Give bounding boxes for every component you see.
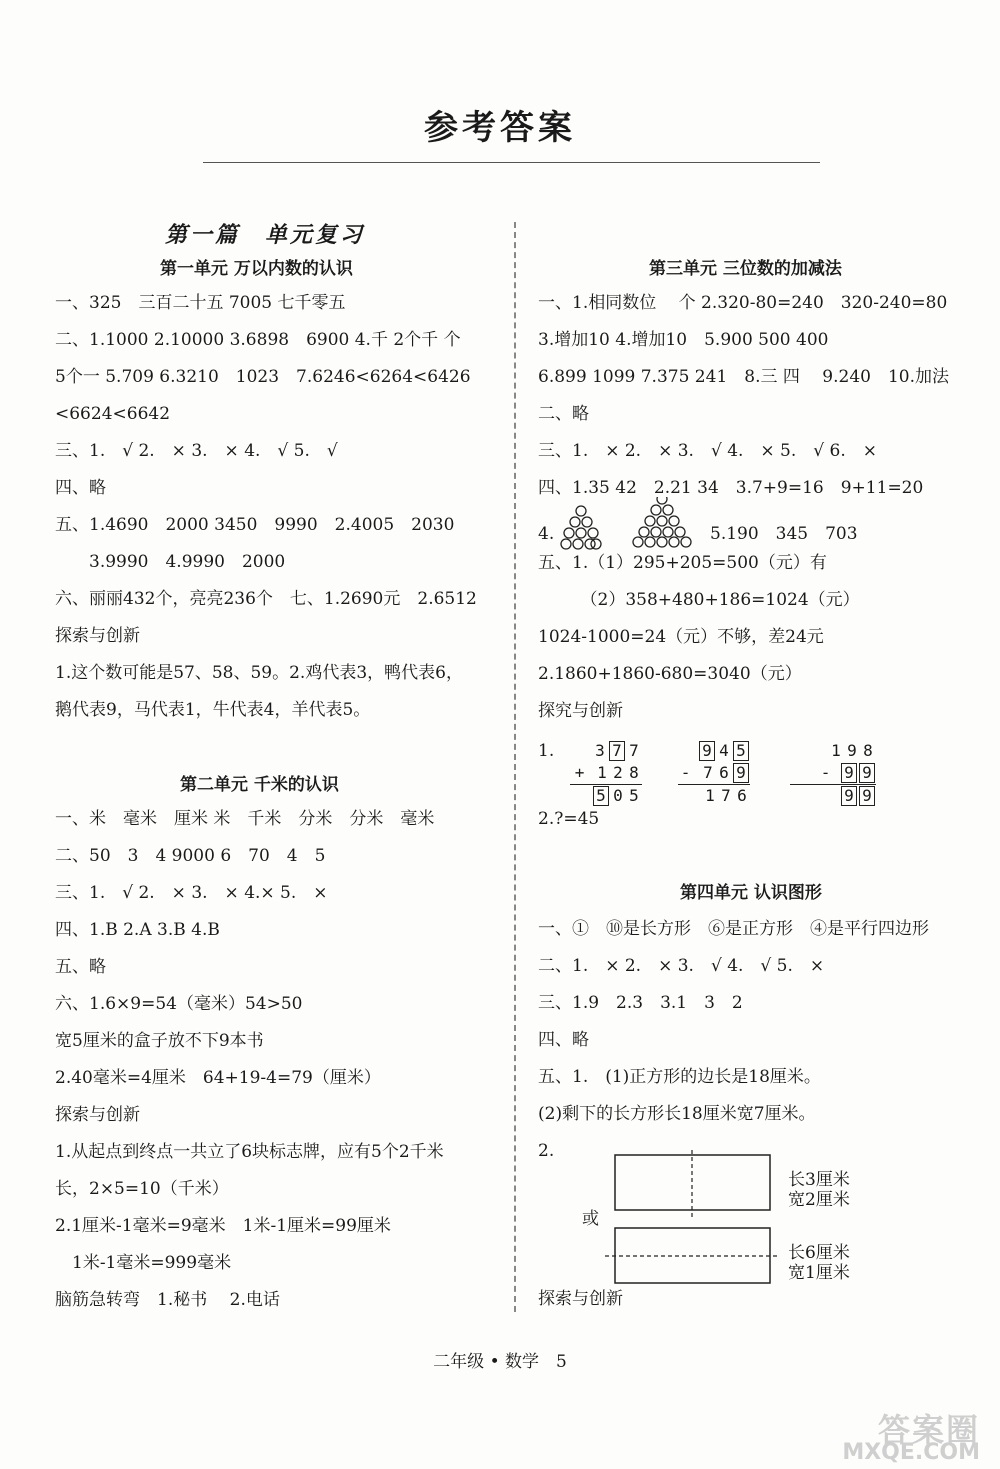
calc-digit: 7 <box>629 741 639 760</box>
answer-line: 1米-1毫米=999毫米 <box>55 1253 232 1273</box>
calc-row <box>790 740 876 762</box>
answer-line: 五、略 <box>55 957 106 977</box>
unit3-heading: 第三单元 三位数的加减法 <box>649 259 842 279</box>
calc-digit: 9 <box>859 763 875 783</box>
answer-line: 2.1860+1860-680=3040（元） <box>538 664 802 684</box>
vertical-subtraction-2 <box>678 740 750 807</box>
calc-row <box>570 784 642 807</box>
answer-line: 2.1厘米-1毫米=9毫米 1米-1厘米=99厘米 <box>55 1216 391 1236</box>
watermark-url: MXQE.COM <box>842 1440 980 1465</box>
answer-line: 2. <box>538 1141 555 1161</box>
calc-row <box>678 762 750 784</box>
page-title: 参考答案 <box>424 108 576 148</box>
calc-digit: 7 <box>721 786 731 805</box>
answer-line: 三、1. × 2. × 3. √ 4. × 5. √ 6. × <box>538 441 877 461</box>
answer-line: 三、1.9 2.3 3.1 3 2 <box>538 993 743 1013</box>
answer-line: 长，2×5=10（千米） <box>55 1179 229 1199</box>
calc-row <box>678 740 750 762</box>
answer-line: 六、1.6×9=54（毫米）54>50 <box>55 994 303 1014</box>
answer-line: 6.899 1099 7.375 241 8.三 四 9.240 10.加法 <box>538 367 949 387</box>
calc-operator: + <box>574 763 594 782</box>
answer-line: 二、1. × 2. × 3. √ 4. √ 5. × <box>538 956 825 976</box>
calc-digit: 6 <box>719 763 729 782</box>
calc-digit: 2 <box>613 763 623 782</box>
calc-label: 1. <box>538 741 555 761</box>
answer-line: 二、50 3 4 9000 6 70 4 5 <box>55 846 326 866</box>
answer-line: 3.增加10 4.增加10 5.900 500 400 <box>538 330 829 350</box>
calc-digit: 8 <box>863 741 873 760</box>
calc-digit: 7 <box>609 741 625 761</box>
unit3-q2: 2.?=45 <box>538 809 600 829</box>
calc-operator: - <box>680 763 700 782</box>
answer-line: 四、1.35 42 2.21 34 3.7+9=16 9+11=20 <box>538 478 924 498</box>
calc-digit: 3 <box>595 741 605 760</box>
calc-digit: 5 <box>629 786 639 805</box>
calc-digit: 6 <box>737 786 747 805</box>
calc-digit: 7 <box>703 763 713 782</box>
page-footer: 二年级 • 数学 5 <box>433 1352 567 1372</box>
answer-line: 二、1.1000 2.10000 3.6898 6900 4.千 2个千 个 <box>55 330 461 350</box>
answer-line: 2.40毫米=4厘米 64+19-4=79（厘米） <box>55 1068 381 1088</box>
calc-digit: 9 <box>859 786 875 806</box>
calc-operator: - <box>820 763 840 782</box>
calc-digit: 1 <box>831 741 841 760</box>
unit2-heading: 第二单元 千米的认识 <box>180 775 339 795</box>
answer-line: 鹅代表9，马代表1，牛代表4，羊代表5。 <box>55 700 371 720</box>
answer-line: 三、1. √ 2. × 3. × 4.× 5. × <box>55 883 328 903</box>
q4-rest: 5.190 345 703 <box>710 524 858 544</box>
vertical-subtraction-3 <box>790 740 876 807</box>
answer-line: 五、1.（1）295+205=500（元）有 <box>538 553 827 573</box>
answer-line: 一、米 毫米 厘米 米 千米 分米 分米 毫米 <box>55 809 435 829</box>
calc-digit: 4 <box>719 741 729 760</box>
unit4-explore: 探索与创新 <box>538 1289 623 1309</box>
rect2-width: 宽1厘米 <box>788 1263 850 1283</box>
answer-line: <6624<6642 <box>55 404 171 424</box>
calc-digit: 5 <box>593 786 609 806</box>
answer-line: 5个一 5.709 6.3210 1023 7.6246<6264<6426 <box>55 367 471 387</box>
calc-row <box>570 740 642 762</box>
calc-digit: 9 <box>841 786 857 806</box>
calc-row <box>790 762 876 784</box>
rect1-length: 长3厘米 <box>788 1170 850 1190</box>
vertical-addition-1 <box>570 740 642 807</box>
answer-line: 四、1.B 2.A 3.B 4.B <box>55 920 220 940</box>
unit1-heading: 第一单元 万以内数的认识 <box>160 259 353 279</box>
answer-line: 1.这个数可能是57、58、59。2.鸡代表3，鸭代表6， <box>55 663 463 683</box>
calc-digit: 0 <box>613 786 623 805</box>
calc-row <box>570 762 642 784</box>
rect2-length: 长6厘米 <box>788 1243 850 1263</box>
answer-line: (2)剩下的长方形长18厘米宽7厘米。 <box>538 1104 816 1124</box>
calc-digit: 9 <box>841 763 857 783</box>
answer-line: 1.从起点到终点一共立了6块标志牌，应有5个2千米 <box>55 1142 444 1162</box>
answer-line: 脑筋急转弯 1.秘书 2.电话 <box>55 1290 280 1310</box>
answer-line: 探索与创新 <box>55 1105 140 1125</box>
answer-line: （2）358+480+186=1024（元） <box>538 590 860 610</box>
answer-line: 3.9990 4.9990 2000 <box>55 552 286 572</box>
answer-line: 一、① ⑩是长方形 ⑥是正方形 ④是平行四边形 <box>538 919 929 939</box>
answer-line: 四、略 <box>538 1030 589 1050</box>
rectangle-cut-diagrams <box>600 1150 780 1290</box>
calc-row <box>790 784 876 807</box>
or-label: 或 <box>582 1209 599 1229</box>
calc-digit: 9 <box>733 763 749 783</box>
q4-label: 4. <box>538 524 555 544</box>
answer-line: 六、丽丽432个，亮亮236个 七、1.2690元 2.6512 <box>55 589 477 609</box>
unit4-heading: 第四单元 认识图形 <box>680 883 822 903</box>
answer-line: 宽5厘米的盒子放不下9本书 <box>55 1031 264 1051</box>
answer-line: 一、1.相同数位 个 2.320-80=240 320-240=80 <box>538 293 948 313</box>
watermark-logo: 答案圈 <box>877 1411 980 1449</box>
answer-line: 探索与创新 <box>55 626 140 646</box>
answer-line: 一、325 三百二十五 7005 七千零五 <box>55 293 346 313</box>
calc-digit: 8 <box>629 763 639 782</box>
calc-digit: 5 <box>733 741 749 761</box>
answer-line: 二、略 <box>538 404 589 424</box>
answer-line: 五、1. (1)正方形的边长是18厘米。 <box>538 1067 821 1087</box>
answer-line: 探究与创新 <box>538 701 623 721</box>
coin-pyramids-icon <box>560 497 700 553</box>
calc-digit: 1 <box>597 763 607 782</box>
answer-line: 五、1.4690 2000 3450 9990 2.4005 2030 <box>55 515 455 535</box>
calc-digit: 9 <box>847 741 857 760</box>
rect1-width: 宽2厘米 <box>788 1190 850 1210</box>
column-divider <box>514 222 516 1312</box>
calc-digit: 9 <box>699 741 715 761</box>
answer-line: 三、1. √ 2. × 3. × 4. √ 5. √ <box>55 441 338 461</box>
part-heading: 第一篇 单元复习 <box>165 222 366 248</box>
calc-row <box>678 784 750 807</box>
title-rule <box>203 162 820 163</box>
answer-line: 四、略 <box>55 478 106 498</box>
calc-digit: 1 <box>705 786 715 805</box>
answer-line: 1024-1000=24（元）不够，差24元 <box>538 627 824 647</box>
